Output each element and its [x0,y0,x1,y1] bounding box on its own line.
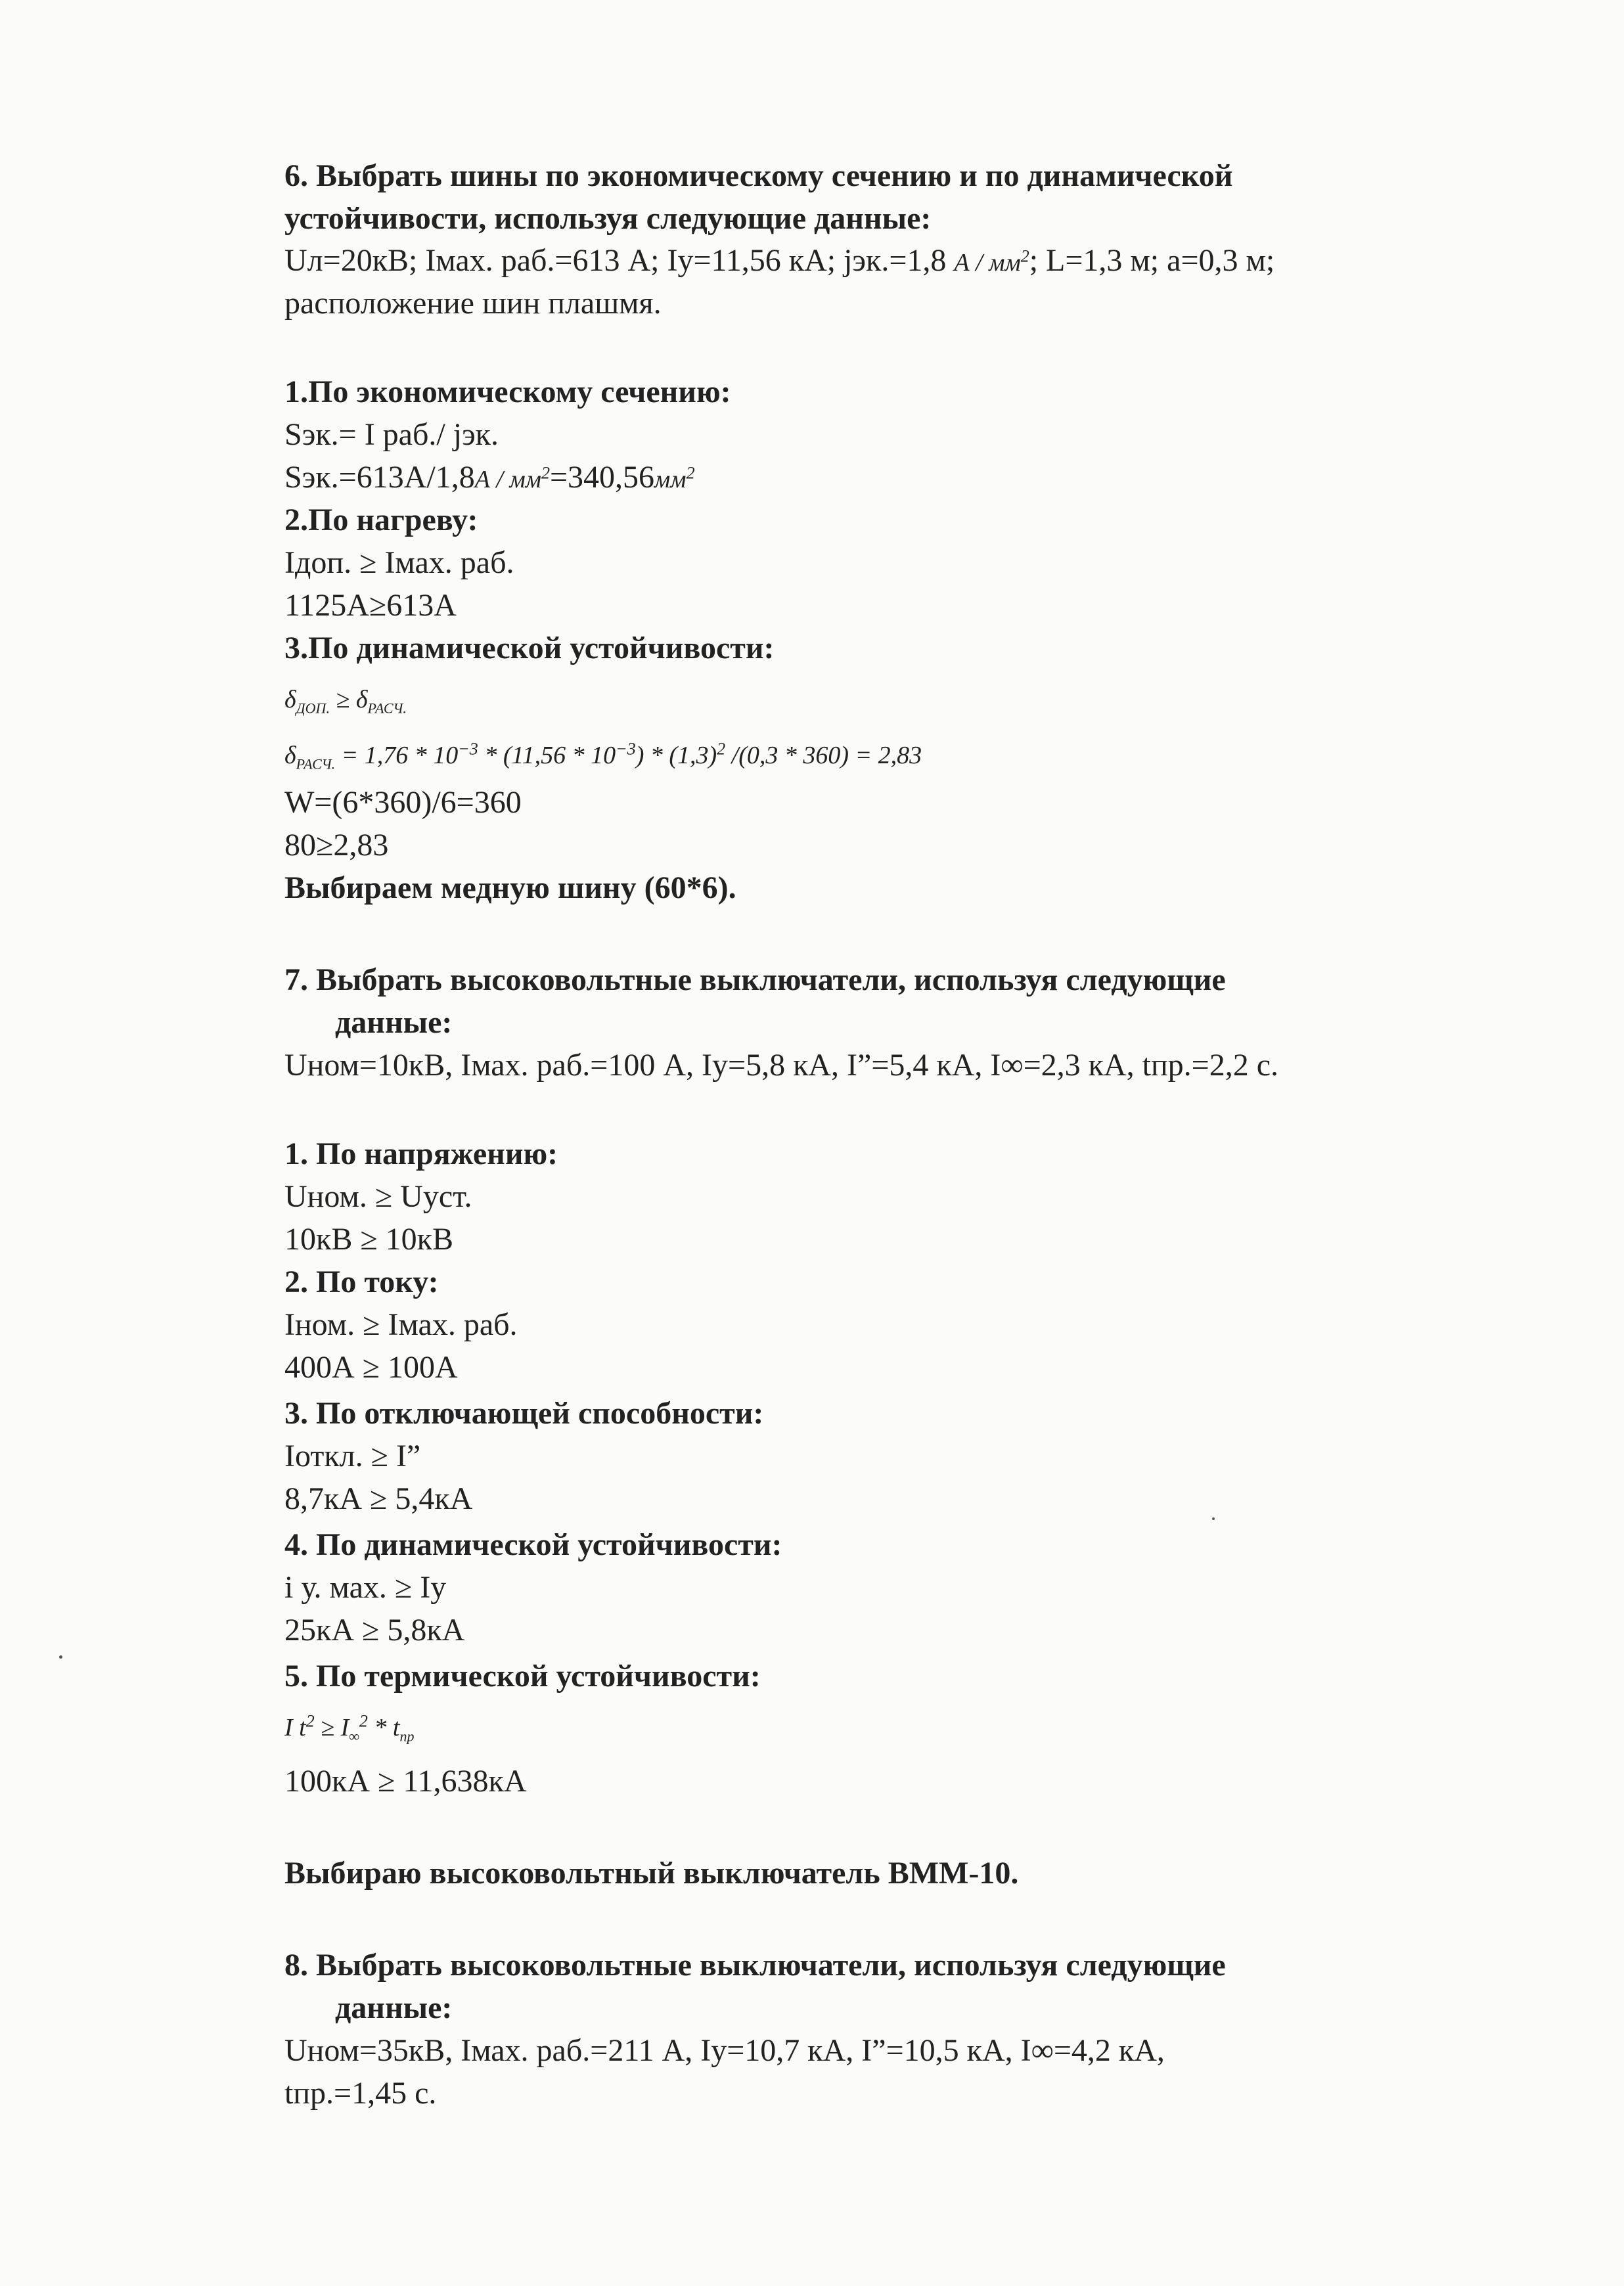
task6-section3-heading: 3.По динамической устойчивости: [284,631,775,665]
task6-section3-result: 80≥2,83 [284,828,389,863]
task7-section4-condition: i у. мах. ≥ Iу [284,1570,447,1605]
task7-section2-result: 400А ≥ 100А [284,1350,458,1385]
task6-conclusion: Выбираем медную шину (60*6). [284,870,736,905]
task8-title-line1: 8. Выбрать высоковольтные выключатели, используя следующие [284,1948,1226,1983]
scan-speck [59,1655,62,1659]
task7-section3-heading: 3. По отключающей способности: [284,1396,764,1431]
task6-given-line2: расположение шин плашмя. [284,286,662,321]
task6-section3-calc: $\delta_{РАСЧ.} = 1,76 * 10^{-3} * (11,56 * 10^{-3}) * (1,3)^2$ /(0,3 * 360) = 2,83 [284,739,922,773]
task8-given-line2: tпр.=1,45 с. [284,2076,437,2111]
task6-section3-condition: $\delta_{ДОП.} \ge \delta_{РАСЧ.}$ [284,686,407,717]
task7-given: Uном=10кВ, Iмах. раб.=100 А, Iу=5,8 кА, I”=5,4 кА, I∞=2,3 кА, tпр.=2,2 с. [284,1048,1279,1083]
task7-title-line1: 7. Выбрать высоковольтные выключатели, используя следующие [284,962,1226,997]
task6-section1-heading: 1.По экономическому сечению: [284,374,731,409]
task7-section2-heading: 2. По току: [284,1265,439,1299]
task6-section1-formula: Sэк.= I раб./ jэк. [284,417,499,452]
task6-given-line1 [284,240,1274,284]
task6-given-unit: А / $мм^2$ [954,246,1029,277]
task8-given-line1: Uном=35кВ, Iмах. раб.=211 А, Iу=10,7 кА, I”=10,5 кА, I∞=4,2 кА, [284,2033,1165,2068]
task7-section5-condition: I $t^2 \ge I_\infty^2 * t_{пр}$ [284,1711,415,1745]
task8-title-line2: данные: [335,1990,453,2025]
task6-given-tail: ; L=1,3 м; а=0,3 м; [1029,243,1275,278]
task6-given-text: Uл=20кВ; Iмах. раб.=613 А; Iу=11,56 кА; jэк.=1,8 [284,243,947,278]
task7-section2-condition: Iном. ≥ Iмах. раб. [284,1307,518,1342]
task6-title-line2: устойчивости, используя следующие данные: [284,201,932,236]
task7-section3-result: 8,7кА ≥ 5,4кА [284,1481,473,1516]
task7-section4-heading: 4. По динамической устойчивости: [284,1527,782,1562]
task6-section1-calc: $Sэк.=613А/1,8А / мм^2=340,56мм^2$ [284,460,695,495]
task6-section2-condition: Iдоп. ≥ Iмах. раб. [284,545,514,580]
task7-section3-condition: Iоткл. ≥ I” [284,1439,421,1473]
task7-section5-heading: 5. По термической устойчивости: [284,1659,761,1693]
task6-section2-heading: 2.По нагреву: [284,503,478,537]
task7-conclusion: Выбираю высоковольтный выключатель ВММ-10. [284,1856,1019,1891]
task7-section1-heading: 1. По напряжению: [284,1136,558,1171]
task7-title-line2: данные: [335,1005,453,1040]
task7-section1-condition: Uном. ≥ Uуст. [284,1179,472,1214]
task7-section4-result: 25кА ≥ 5,8кА [284,1613,465,1647]
scan-speck [1212,1517,1215,1520]
task7-section1-result: 10кВ ≥ 10кВ [284,1222,454,1257]
task7-section5-result: 100кА ≥ 11,638кА [284,1764,527,1799]
task6-section2-result: 1125А≥613А [284,588,457,623]
task6-title-line1: 6. Выбрать шины по экономическому сечению и по динамической [284,158,1233,193]
task6-moment-calc: W=(6*360)/6=360 [284,785,522,820]
